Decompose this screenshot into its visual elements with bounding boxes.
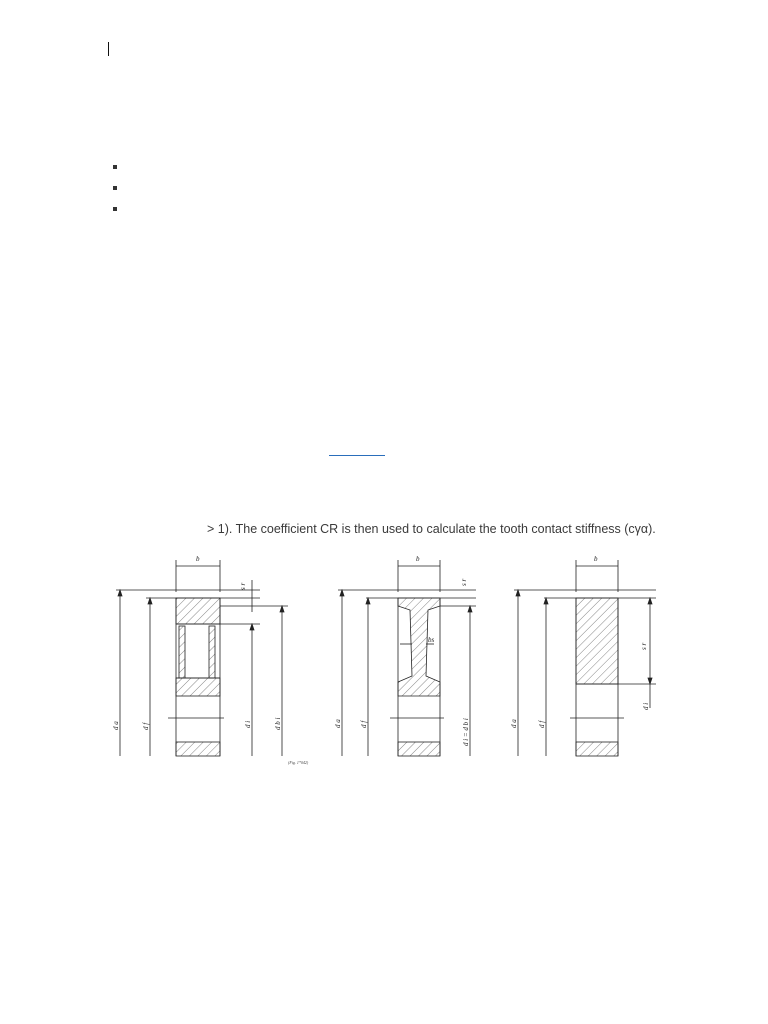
label-dbi: d b i <box>274 717 282 730</box>
label-di-eq-dbi: d i = d b i <box>462 718 470 746</box>
bullet-marker <box>113 165 117 169</box>
paragraph-text: > 1). The coefficient CR is then used to calculate the tooth contact stiffness (cγα). <box>207 522 656 536</box>
text-cursor <box>108 42 109 56</box>
gear-blank-diagram <box>100 548 680 776</box>
label-da: d a <box>334 719 342 728</box>
diagram-middle <box>338 560 476 756</box>
label-df: d f <box>538 720 546 728</box>
label-df: d f <box>142 722 150 730</box>
label-sr: s r <box>640 642 648 650</box>
label-b: b <box>594 555 598 563</box>
label-bs: bs <box>428 636 435 644</box>
label-df: d f <box>360 720 368 728</box>
diagram-right <box>514 560 656 756</box>
label-da: d a <box>510 719 518 728</box>
label-sr: s r <box>239 582 247 590</box>
hyperlink-underline[interactable] <box>329 455 385 456</box>
figure-caption: (Fig. 1*042) <box>288 760 309 765</box>
label-da: d a <box>112 721 120 730</box>
label-di: d i <box>244 720 252 728</box>
diagram-middle-labels <box>334 555 470 746</box>
label-b: b <box>196 555 200 563</box>
label-di: d i <box>642 702 650 710</box>
diagram-left-labels <box>112 555 282 730</box>
gear-blank-figure <box>100 548 680 776</box>
bullet-list <box>113 165 117 228</box>
label-sr: s r <box>460 578 468 586</box>
bullet-marker <box>113 186 117 190</box>
label-b: b <box>416 555 420 563</box>
bullet-marker <box>113 207 117 211</box>
